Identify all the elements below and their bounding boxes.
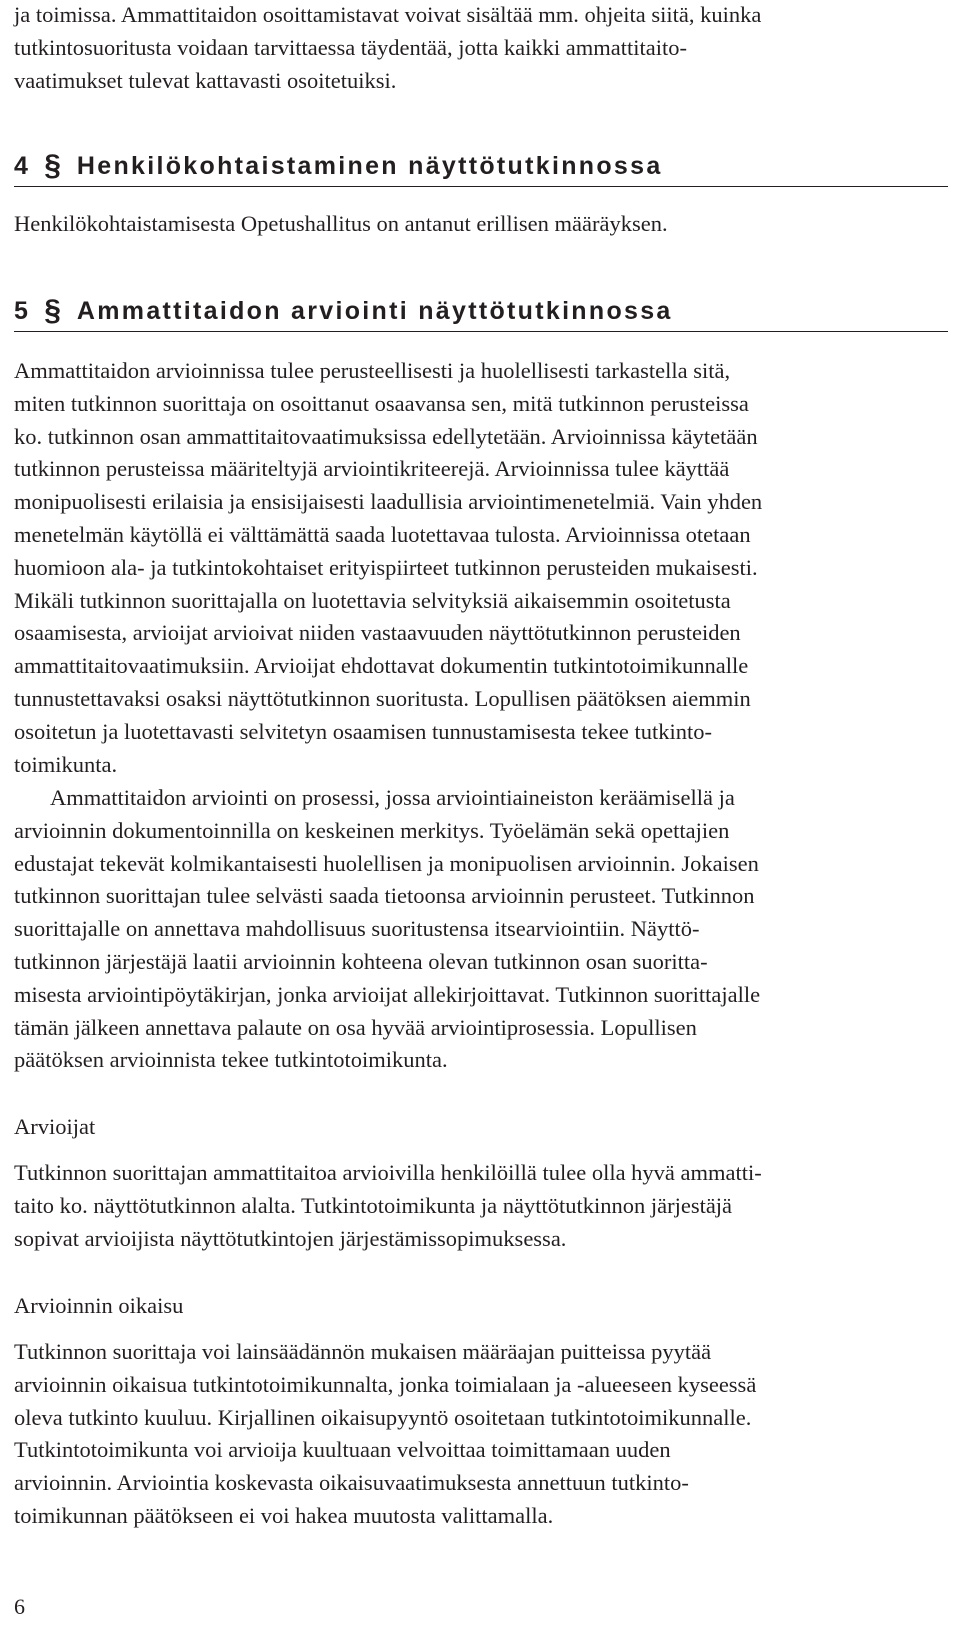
intro-line: vaatimukset tulevat kattavasti osoitetuiksi. bbox=[14, 67, 397, 93]
section-number: 4 bbox=[14, 152, 31, 180]
body-line: toimikunta. bbox=[14, 751, 118, 777]
body-line: osoitetun ja luotettavasti selvitetyn osaamisen tunnustamisesta tekee tutkinto- bbox=[14, 718, 712, 744]
intro-line: ja toimissa. Ammattitaidon osoittamistavat voivat sisältää mm. ohjeita siitä, kuinka bbox=[14, 2, 762, 27]
body-line: Tutkintotoimikunta voi arvioija kuultuaan velvoittaa toimittamaan uuden bbox=[14, 1437, 671, 1463]
oikaisu-paragraph bbox=[14, 1336, 756, 1533]
section-5-heading bbox=[14, 295, 948, 332]
body-line: Ammattitaidon arvioinnissa tulee perusteellisesti ja huolellisesti tarkastella sitä, bbox=[14, 358, 731, 383]
body-line: arvioinnin oikaisua tutkintotoimikunnalta, jonka toimialaan ja -alueeseen kyseessä bbox=[14, 1371, 757, 1397]
body-line: Tutkinnon suorittajan ammattitaitoa arvioivilla henkilöillä tulee olla hyvä ammatti- bbox=[14, 1160, 762, 1185]
page-number: 6 bbox=[14, 1594, 25, 1619]
body-line: sopivat arvioijista näyttötutkintojen järjestämissopimuksessa. bbox=[14, 1225, 567, 1251]
section-5-paragraph-1 bbox=[14, 355, 762, 781]
body-line: arvioinnin dokumentoinnilla on keskeinen merkitys. Työelämän sekä opettajien bbox=[14, 817, 730, 843]
body-line: arvioinnin. Arviointia koskevasta oikaisuvaatimuksesta annettuun tutkinto- bbox=[14, 1470, 689, 1496]
body-line: miten tutkinnon suorittaja on osoittanut osaavansa sen, mitä tutkinnon perusteissa bbox=[14, 390, 749, 416]
section-number: 5 bbox=[14, 297, 31, 325]
section-title: Ammattitaidon arviointi näyttötutkinnossa bbox=[76, 297, 673, 325]
body-line: suorittajalle on annettava mahdollisuus suoritustensa itsearviointiin. Näyttö- bbox=[14, 916, 700, 942]
body-line: Henkilökohtaistamisesta Opetushallitus on antanut erillisen määräyksen. bbox=[14, 211, 668, 236]
body-line: osaamisesta, arvioijat arvioivat niiden vastaavuuden näyttötutkinnon perusteiden bbox=[14, 620, 741, 646]
body-line: edustajat tekevät kolmikantaisesti huolellisen ja monipuolisen arvioinnin. Jokaisen bbox=[14, 850, 759, 876]
body-line: menetelmän käytöllä ei välttämättä saada luotettavaa tulosta. Arvioinnissa otetaan bbox=[14, 521, 751, 547]
body-line: oleva tutkinto kuuluu. Kirjallinen oikaisupyyntö osoitetaan tutkintotoimikunnalle. bbox=[14, 1404, 752, 1430]
body-line: Mikäli tutkinnon suorittajalla on luotettavia selvityksiä aikaisemmin osoitetusta bbox=[14, 587, 731, 613]
body-line: toimikunnan päätökseen ei voi hakea muutosta valittamalla. bbox=[14, 1502, 554, 1528]
body-line: Ammattitaidon arviointi on prosessi, jossa arviointiaineiston keräämisellä ja bbox=[50, 785, 735, 810]
body-line: Tutkinnon suorittaja voi lainsäädännön mukaisen määräajan puitteissa pyytää bbox=[14, 1339, 712, 1364]
body-line: ko. tutkinnon osan ammattitaitovaatimuksissa edellytetään. Arvioinnissa käytetään bbox=[14, 423, 758, 449]
body-line: päätöksen arvioinnista tekee tutkintotoimikunta. bbox=[14, 1047, 448, 1073]
body-line: tutkinnon järjestäjä laatii arvioinnin kohteena olevan tutkinnon osan suoritta- bbox=[14, 948, 708, 974]
body-line: tunnustettavaksi osaksi näyttötutkinnon suoritusta. Lopullisen päätöksen aiemmin bbox=[14, 685, 751, 711]
body-line: monipuolisesti erilaisia ja ensisijaisesti laadullisia arviointimenetelmiä. Vain yhden bbox=[14, 489, 763, 515]
section-symbol: § bbox=[44, 149, 61, 182]
body-line: taito ko. näyttötutkinnon alalta. Tutkintotoimikunta ja näyttötutkinnon järjestäjä bbox=[14, 1192, 733, 1218]
body-line: tämän jälkeen annettava palaute on osa hyvää arviointiprosessia. Lopullisen bbox=[14, 1014, 697, 1040]
section-5-paragraph-2 bbox=[14, 782, 760, 1077]
body-line: ammattitaitovaatimuksiin. Arvioijat ehdottavat dokumentin tutkintotoimikunnalle bbox=[14, 653, 749, 679]
section-title: Henkilökohtaistaminen näyttötutkinnossa bbox=[76, 152, 663, 180]
section-4-body bbox=[14, 208, 668, 241]
oikaisu-heading: Arvioinnin oikaisu bbox=[14, 1293, 184, 1318]
intro-paragraph bbox=[14, 0, 761, 97]
body-line: tutkinnon perusteissa määriteltyjä arviointikriteerejä. Arvioinnissa tulee käyttää bbox=[14, 456, 730, 482]
section-symbol: § bbox=[44, 294, 61, 327]
arvioijat-heading: Arvioijat bbox=[14, 1114, 96, 1139]
arvioijat-paragraph bbox=[14, 1157, 762, 1255]
body-line: tutkinnon suorittajan tulee selvästi saada tietoonsa arvioinnin perusteet. Tutkinnon bbox=[14, 883, 755, 909]
section-4-heading bbox=[14, 150, 948, 187]
intro-line: tutkintosuoritusta voidaan tarvittaessa täydentää, jotta kaikki ammattitaito- bbox=[14, 34, 687, 60]
body-line: huomioon ala- ja tutkintokohtaiset erityispiirteet tutkinnon perusteiden mukaisesti. bbox=[14, 554, 758, 580]
body-line: misesta arviointipöytäkirjan, jonka arvioijat allekirjoittavat. Tutkinnon suorittajalle bbox=[14, 981, 761, 1007]
